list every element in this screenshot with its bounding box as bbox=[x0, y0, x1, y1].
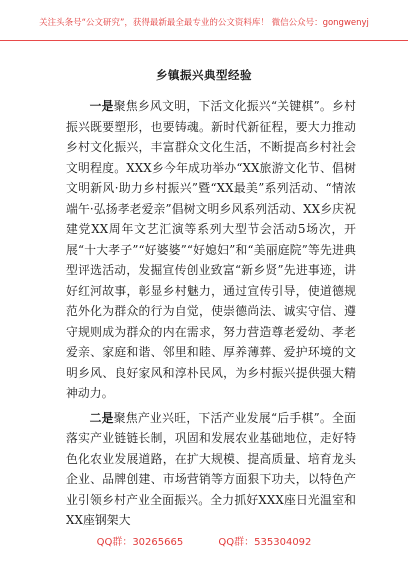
footer-qq-group-2: QQ群：535304092 bbox=[218, 537, 312, 548]
document-body bbox=[66, 96, 356, 535]
header-promo-note: 关注头条号“公文研究”，获得最新最全最专业的公文资料库！ 微信公众号：gongwenyj bbox=[39, 18, 369, 28]
header-divider bbox=[0, 40, 408, 41]
paragraph-2-text: 聚焦产业兴旺，下活产业发展“后手棋”。全面落实产业链链长制，巩固和发展农业基础地位，走好特色化农业发展道路，在扩大规模、提高质量、培育龙头企业、品牌创建、市场营销等方面狠下功夫，以特色产业引领乡村产业全面振兴。全力抓好XXX座日光温室和XX座钢架大 bbox=[66, 410, 356, 527]
paragraph-1-text: 聚焦乡风文明，下活文化振兴“关键棋”。乡村振兴既要塑形，也要铸魂。新时代新征程，要大力推动乡村文化振兴，丰富群众文化生活，不断提高乡村社会文明程度。XXX乡今年成功举办“XX旅游文化节、倡树文明新风·助力乡村振兴”暨“XX最美”系列活动、“情浓端午·弘扬孝老爱亲”倡树文明乡风系列活动、XX乡庆祝建党XX周年文艺汇演等系列大型节会活动5场次，开展“十大孝子”“好婆婆”“好媳妇”和“美丽庭院”等先进典型评选活动，发掘宣传创业致富“新乡贤”先进事迹，讲好红河故事，彰显乡村魅力，通过宣传引导，使道德规范外化为群众的行为自觉，使崇德尚法、诚实守信、遵守规则成为群众的内在需求，努力营造尊老爱幼、孝老爱亲、家庭和谐、邻里和睦、厚养薄葬、爱护环境的文明乡风、良好家风和淳朴民风，为乡村振兴提供强大精神动力。 bbox=[66, 99, 356, 400]
paragraph-1 bbox=[66, 96, 356, 404]
paragraph-2-lead: 二是 bbox=[89, 410, 114, 425]
document-title: 乡镇振兴典型经验 bbox=[156, 68, 252, 82]
footer-qq-group-1: QQ群：30265665 bbox=[96, 537, 184, 548]
footer-contact bbox=[0, 536, 408, 549]
paragraph-2 bbox=[66, 408, 356, 531]
paragraph-1-lead: 一是 bbox=[89, 99, 114, 113]
